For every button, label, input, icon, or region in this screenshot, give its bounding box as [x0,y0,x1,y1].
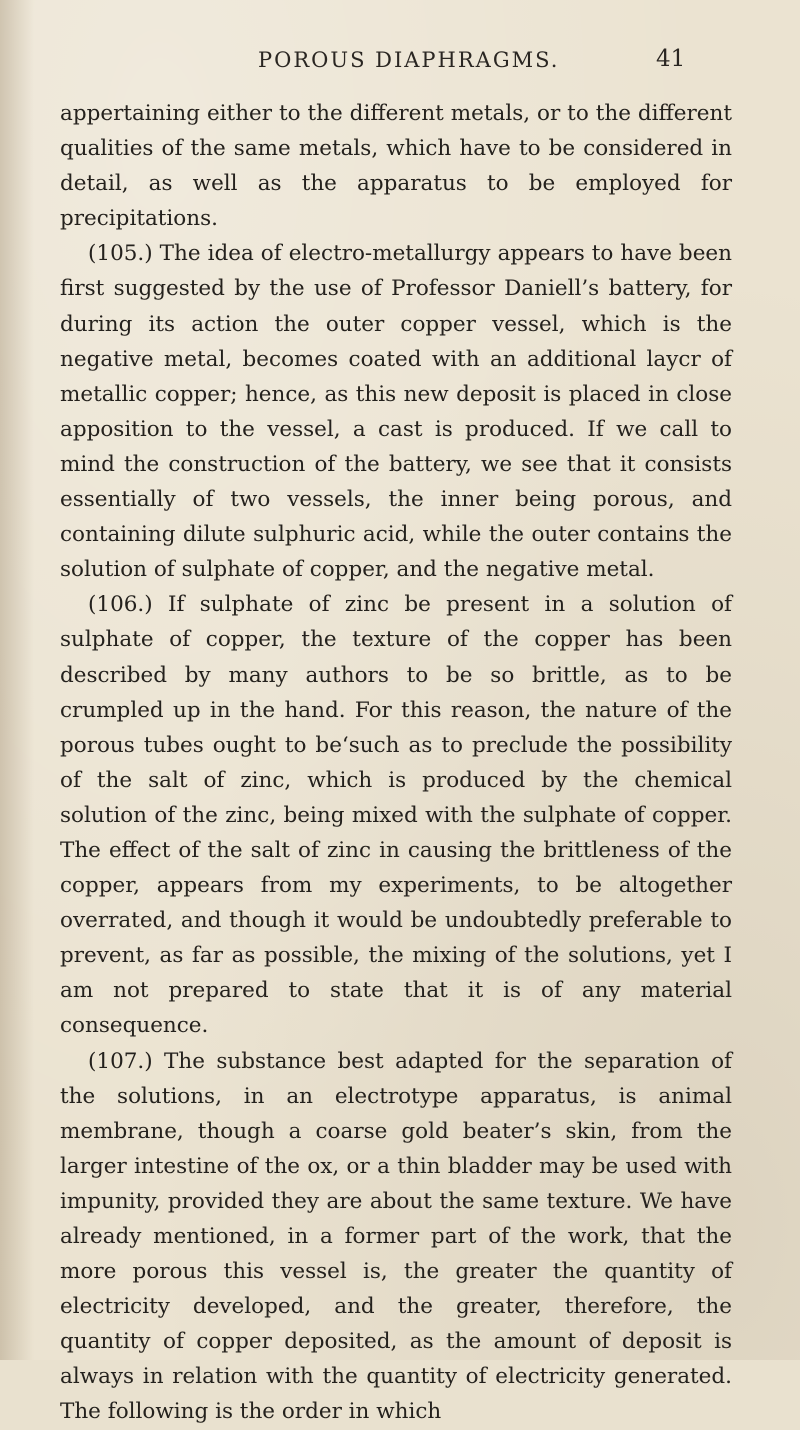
paragraph-106: (106.) If sulphate of zinc be present in a solution of sulphate of copper, the texture of the copper has been described by many authors to be so brittle, as to be crumpled up in the hand. For this reason, the nature of the porous tubes ought to be‘such as to preclude the possibility of the salt of zinc, which is produced by the chemical solution of the zinc, being mixed with the sulphate of copper. The effect of the salt of zinc in causing the brittleness of the copper, appears from my experiments, to be altogether overrated, and though it would be undoubtedly preferable to prevent, as far as possible, the mixing of the solutions, yet I am not prepared to state that it is of any material consequence. [60,592,732,1039]
body-text [60,96,732,1430]
running-title: POROUS DIAPHRAGMS. [258,48,560,72]
paragraph-continuation: appertaining either to the different metals, or to the different qualities of the same metals, which have to be considered in detail, as well as the apparatus to be employed for precipitations. [60,101,732,232]
page-edge-shadow [0,0,34,1360]
page-header [0,48,800,84]
page-number: 41 [656,46,686,72]
paragraph-107: (107.) The substance best adapted for the separation of the solutions, in an electrotype apparatus, is animal membrane, though a coarse gold beater’s skin, from the larger intestine of the ox, or a thin bladder may be used with impunity, provided they are about the same texture. We have already mentioned, in a former part of the work, that the more porous this vessel is, the greater the quantity of electricity developed, and the greater, therefore, the quantity of copper deposited, as the amount of deposit is always in relation with the quantity of electricity generated. The following is the order in which [60,1048,732,1425]
paragraph-105: (105.) The idea of electro-metallurgy appears to have been first suggested by the use of Professor Daniell’s battery, for during its action the outer copper vessel, which is the negative metal, becomes coated with an additional laycr of metallic copper; hence, as this new deposit is placed in close apposition to the vessel, a cast is produced. If we call to mind the construction of the battery, we see that it consists essentially of two vessels, the inner being porous, and containing dilute sulphuric acid, while the outer contains the solution of sulphate of copper, and the negative metal. [60,241,732,583]
